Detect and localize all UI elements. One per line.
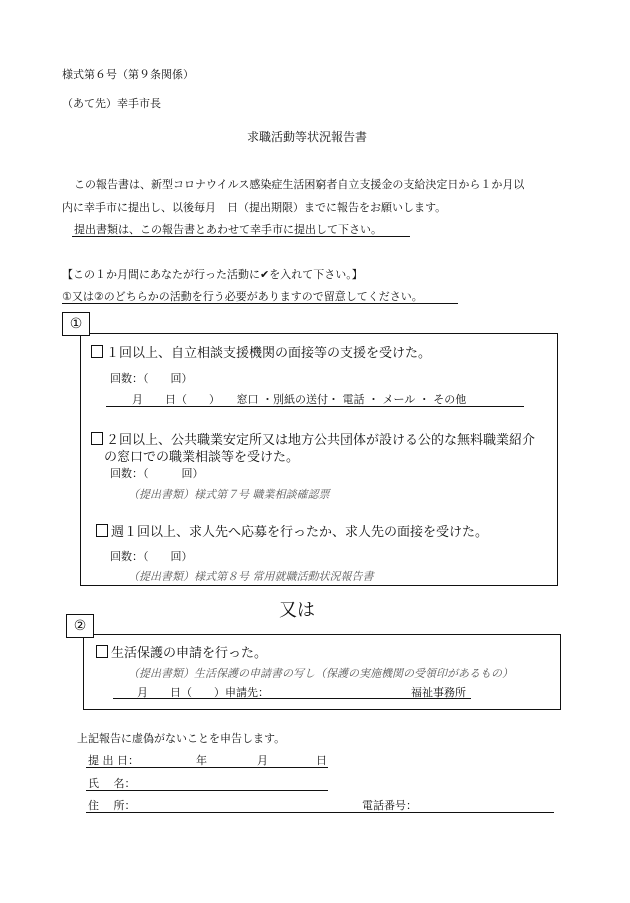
section-2-item bbox=[96, 642, 267, 661]
name-underline[interactable] bbox=[86, 790, 328, 791]
item-3-count: 回数：（ 回） bbox=[110, 550, 193, 563]
item-3-doc: （提出書類）様式第８号 常用就職活動状況報告書 bbox=[128, 570, 374, 583]
section-2-underline bbox=[113, 698, 471, 699]
item-1-detail: 月 日（ ） 窓口 ・別紙の送付・ 電話 ・ メール ・ その他 bbox=[132, 393, 467, 406]
section-2-office: 福祉事務所 bbox=[411, 686, 466, 699]
addressee: （あて先）幸手市長 bbox=[62, 97, 161, 110]
item-1-checkbox[interactable] bbox=[91, 345, 103, 358]
day-label: 日 bbox=[316, 754, 327, 767]
address-label: 住 所： bbox=[88, 799, 136, 812]
item-2-checkbox[interactable] bbox=[91, 432, 103, 445]
instruction-line-1: 【この１か月間にあなたが行った活動に✔を入れて下さい。】 bbox=[62, 268, 363, 281]
intro-line-1: この報告書は、新型コロナウイルス感染症生活困窮者自立支援金の支給決定日から１か月以 bbox=[74, 178, 525, 191]
page-title: 求職活動等状況報告書 bbox=[247, 130, 368, 144]
instruction-underline bbox=[62, 303, 458, 304]
item-2-label-line-2: の窓口での職業相談等を受けた。 bbox=[104, 450, 300, 465]
item-1-underline bbox=[106, 406, 524, 407]
date-label: 提 出 日： bbox=[88, 754, 139, 767]
intro-line-2: 内に幸手市に提出し、以後毎月 日（提出期限）までに報告をお願いします。 bbox=[62, 201, 447, 214]
item-3-checkbox[interactable] bbox=[96, 524, 108, 537]
section-1-item-3 bbox=[96, 521, 488, 540]
section-1-item-1 bbox=[91, 342, 431, 361]
name-label: 氏 名： bbox=[88, 777, 136, 790]
form-number: 様式第６号（第９条関係） bbox=[62, 68, 194, 81]
item-2-doc: （提出書類）様式第７号 職業相談確認票 bbox=[128, 488, 330, 501]
item-1-count: 回数：（ 回） bbox=[110, 372, 193, 385]
declaration: 上記報告に虚偽がないことを申告します。 bbox=[77, 732, 286, 745]
phone-label: 電話番号： bbox=[362, 799, 417, 812]
year-label: 年 bbox=[196, 754, 207, 767]
or-separator: 又は bbox=[279, 600, 315, 621]
date-underline bbox=[86, 767, 328, 768]
section-1-marker: ① bbox=[62, 312, 90, 336]
item-2-label-line-1: ２回以上、公共職業安定所又は地方公共団体が設ける公的な無料職業紹介 bbox=[106, 433, 536, 448]
section-2-detail: 月 日（ ）申請先： bbox=[137, 686, 269, 699]
instruction-line-2: ①又は②のどちらかの活動を行う必要がありますので留意してください。 bbox=[62, 290, 423, 303]
section-2-doc: （提出書類）生活保護の申請書の写し（保護の実施機関の受領印があるもの） bbox=[128, 667, 513, 680]
item-3-label: 週１回以上、求人先へ応募を行ったか、求人先の面接を受けた。 bbox=[111, 525, 489, 540]
intro-line-3: 提出書類は、この報告書とあわせて幸手市に提出して下さい。 bbox=[74, 223, 382, 236]
month-label: 月 bbox=[257, 754, 268, 767]
section-2-checkbox[interactable] bbox=[96, 645, 108, 658]
address-underline[interactable] bbox=[86, 812, 554, 813]
section-2-label: 生活保護の申請を行った。 bbox=[111, 646, 268, 661]
intro-underline bbox=[72, 236, 410, 237]
item-1-label: １回以上、自立相談支援機関の面接等の支援を受けた。 bbox=[106, 346, 432, 361]
section-2-marker: ② bbox=[66, 614, 94, 638]
item-2-count: 回数：（ 回） bbox=[110, 467, 204, 480]
